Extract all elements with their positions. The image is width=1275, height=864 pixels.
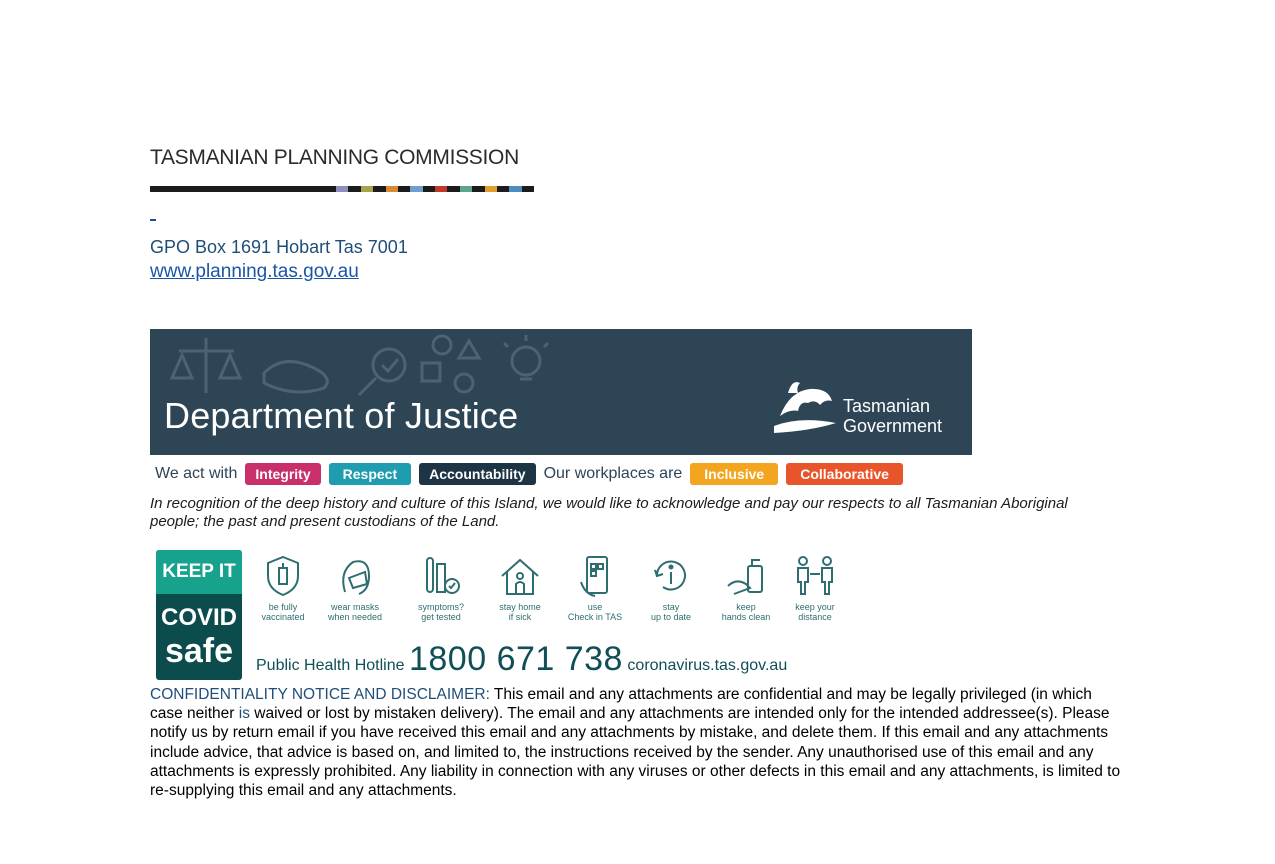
color-bar-segment (348, 186, 360, 192)
confidentiality-notice (150, 685, 1125, 800)
home-icon (498, 554, 542, 598)
values-prefix: We act with (155, 465, 238, 482)
covid-item-masks (320, 554, 390, 622)
govt-line-2: Government (843, 416, 943, 436)
check-in-caption-1: use (587, 602, 603, 612)
hotline-website: coronavirus.tas.gov.au (627, 657, 788, 674)
postal-address: GPO Box 1691 Hobart Tas 7001 (150, 237, 408, 257)
color-bar-segment (361, 186, 373, 192)
distance-caption-1: keep your (795, 602, 835, 612)
color-bar-segment (509, 186, 521, 192)
covid-item-hands-clean (711, 554, 781, 622)
color-bar-segment (460, 186, 472, 192)
covid-item-stay-home (485, 554, 555, 622)
govt-line-1: Tasmanian (843, 396, 931, 416)
vaccinated-caption-2: vaccinated (261, 612, 305, 622)
color-bar-segment (336, 186, 348, 192)
stay-home-caption-1: stay home (499, 602, 541, 612)
distance-icon (793, 554, 837, 598)
color-bar-segment (497, 186, 509, 192)
doj-title: Department of Justice (164, 395, 519, 436)
hotline-label: Public Health Hotline (256, 657, 405, 674)
color-bar-segment (373, 186, 385, 192)
value-integrity: Integrity (245, 463, 320, 485)
hotline-number: 1800 671 738 (408, 640, 623, 678)
color-bar-segment (423, 186, 435, 192)
value-respect: Respect (329, 463, 411, 485)
notice-body-1: This email and any attachments are confidential and may be legally privileged (in which case neither (150, 686, 1092, 723)
info-refresh-icon (649, 554, 693, 598)
hands-clean-caption-1: keep (736, 602, 756, 612)
shield-vaccine-icon (263, 554, 303, 598)
qr-phone-icon (575, 554, 615, 598)
stay-home-caption-2: if sick (508, 612, 532, 622)
masks-caption-2: when needed (327, 612, 383, 622)
tested-caption-1: symptoms? (417, 602, 464, 612)
commission-color-bar (150, 186, 534, 192)
covid-label: COVID (160, 604, 237, 631)
tasmanian-government-wordmark (843, 396, 942, 436)
commission-title: TASMANIAN PLANNING COMMISSION (150, 146, 519, 169)
covid-item-tested (406, 554, 476, 622)
tested-caption-2: get tested (421, 612, 461, 622)
covid-item-up-to-date (636, 554, 706, 622)
hands-clean-caption-2: hands clean (721, 612, 771, 622)
mask-icon (335, 554, 375, 598)
covid-item-check-in (560, 554, 630, 622)
covid-safe-banner (150, 548, 850, 681)
test-tube-icon (421, 554, 461, 598)
acknowledgement-of-country: In recognition of the deep history and culture of this Island, we would like to acknowledge and pay our respects to all Tasmanian Aboriginal people; the past and present custodians of the Land. (150, 495, 1068, 530)
safe-label: safe (164, 632, 234, 670)
keep-it-label: KEEP IT (156, 550, 242, 594)
website-link[interactable]: www.planning.tas.gov.au (150, 261, 359, 282)
tasmanian-devil-logo-icon (770, 371, 840, 441)
color-bar-segment (386, 186, 398, 192)
workplace-inclusive: Inclusive (690, 463, 778, 485)
workplaces-prefix: Our workplaces are (543, 465, 683, 482)
color-bar-segment (472, 186, 484, 192)
color-bar-segment (485, 186, 497, 192)
keep-it-covid-safe-badge (156, 550, 242, 680)
check-in-caption-2: Check in TAS (567, 612, 623, 622)
hand-sanitiser-icon (724, 554, 768, 598)
up-to-date-caption-2: up to date (650, 612, 692, 622)
distance-caption-2: distance (798, 612, 832, 622)
blank-link[interactable] (150, 219, 156, 221)
covid-item-vaccinated (248, 554, 318, 622)
covid-item-distance (780, 554, 850, 622)
color-bar-segment (398, 186, 410, 192)
masks-caption-1: wear masks (330, 602, 379, 612)
notice-is-word: is (238, 705, 250, 723)
color-bar-segment (410, 186, 422, 192)
color-bar-segment (522, 186, 534, 192)
color-bar-segment (150, 186, 336, 192)
doj-banner (150, 329, 972, 455)
up-to-date-caption-1: stay (662, 602, 680, 612)
color-bar-segment (447, 186, 459, 192)
color-bar-segment (435, 186, 447, 192)
public-health-hotline (256, 640, 787, 679)
notice-body-2: waived or lost by mistaken delivery). The email and any attachments are intended only for the intended addressee(s). Please notify us by return email if you have received this email and any attachments by mistake, and delete them. If this email and any attachments include advice, that advice is based on, and limited to, the instructions received by the sender. Any unauthorised use of this email and any attachments is expressly prohibited. Any liability in connection with any viruses or other defects in this email and any attachments, is limited to re-supplying this email and any attachments. (150, 705, 1121, 800)
value-accountability: Accountability (419, 463, 535, 485)
justice-decor-icon (164, 333, 564, 403)
workplace-collaborative: Collaborative (786, 463, 903, 485)
vaccinated-caption-1: be fully (268, 602, 298, 612)
notice-heading: CONFIDENTIALITY NOTICE AND DISCLAIMER: (150, 686, 490, 703)
values-strip (150, 460, 972, 488)
